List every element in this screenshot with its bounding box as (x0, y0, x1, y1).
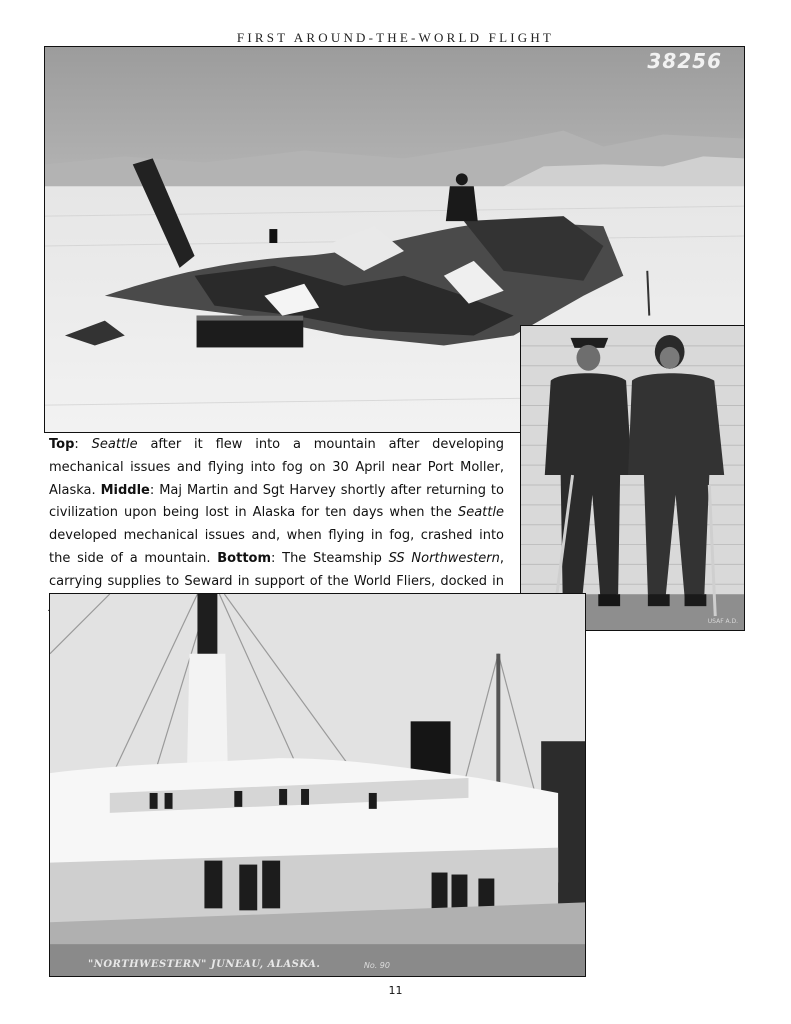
photo-ss-northwestern (49, 593, 586, 977)
caption-middle-plane: Seattle (457, 505, 504, 521)
steamship-photo-image (50, 594, 585, 976)
caption-middle-label: Middle (100, 482, 150, 498)
photo-mark: USAF A.D. (707, 618, 738, 625)
page-header: FIRST AROUND-THE-WORLD FLIGHT (236, 30, 555, 45)
page-number: 11 (388, 984, 403, 997)
caption-separator: : (74, 437, 92, 452)
caption-bottom-label: Bottom (217, 550, 272, 566)
caption-middle-text-2: developed mechanical issues and, when flying in fog, crashed into the side of a mountain. (49, 528, 504, 566)
caption-bottom-text-1: : The Steamship (271, 550, 389, 566)
caption-top-plane: Seattle (91, 437, 138, 452)
fliers-photo-image (521, 326, 744, 630)
photo-inscription: "NORTHWESTERN" JUNEAU, ALASKA. (88, 959, 321, 970)
photo-mark: No. 90 (363, 961, 390, 970)
caption-top-text: after it flew into a mountain after developing mechanical issues and flying into fog on 30 April near Port Moller, Alaska. (49, 437, 505, 498)
photo-martin-harvey (520, 325, 745, 631)
photo-number: 38256 (647, 49, 722, 73)
caption-bottom-text-2: , carrying supplies to Seward in support of the World Fliers, docked in (49, 550, 504, 589)
caption-bottom-ship: SS Northwestern (388, 550, 500, 566)
caption-top-label: Top (49, 437, 75, 452)
caption-middle-text-1: : Maj Martin and Sgt Harvey shortly after returning to civilization upon being lost in Alaska for ten days when the (49, 482, 504, 521)
photo-caption (49, 434, 504, 616)
